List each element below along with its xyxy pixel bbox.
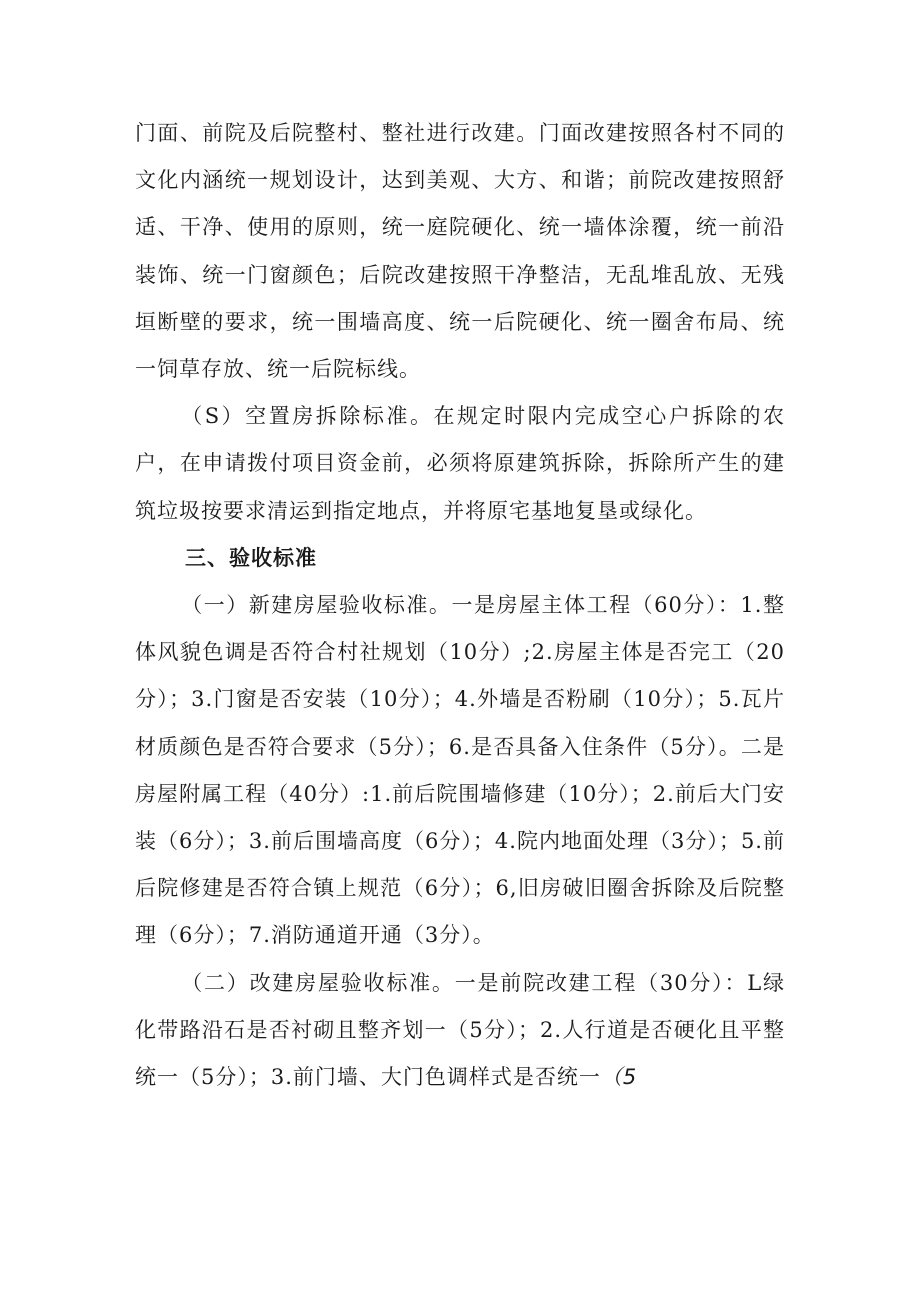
paragraph-renovated-house-text: （二）改建房屋验收标准。一是前院改建工程（30分）：L绿化带路沿石是否衬砌且整齐划一（5分）；2.人行道是否硬化且平整统一（5分）；3.前门墙、大门色调样式是否统一 — [135, 970, 785, 1090]
paragraph-renovated-house-acceptance — [135, 960, 785, 1102]
document-page — [135, 110, 785, 1101]
paragraph-facade-renovation: 门面、前院及后院整村、整社进行改建。门面改建按照各村不同的文化内涵统一规划设计，达到美观、大方、和谐；前院改建按照舒适、干净、使用的原则，统一庭院硬化、统一墙体涂覆，统一前沿装饰、统一门窗颜色；后院改建按照干净整洁，无乱堆乱放、无残垣断壁的要求，统一围墙高度、统一后院硬化、统一圈舍布局、统一饲草存放、统一后院标线。 — [135, 121, 785, 382]
section-heading-acceptance-standards: 三、验收标准 — [185, 545, 317, 570]
paragraph-vacant-house-demolition: （S）空置房拆除标准。在规定时限内完成空心户拆除的农户，在申请拨付项目资金前，必须将原建筑拆除，拆除所产生的建筑垃圾按要求清运到指定地点，并将原宅基地复垦或绿化。 — [135, 404, 785, 523]
paragraph-renovated-house-tail: （5 — [600, 1065, 638, 1090]
paragraph-new-house-acceptance: （一）新建房屋验收标准。一是房屋主体工程（60分）：1.整体风貌色调是否符合村社规划（10分）;2.房屋主体是否完工（20分）；3.门窗是否安装（10分）；4.外墙是否粉刷（10分）；5.瓦片材质颜色是否符合要求（5分）；6.是否具备入住条件（5分）。二是房屋附属工程（40分）:1.前后院围墙修建（10分）；2.前后大门安装（6分）；3.前后围墙高度（6分）；4.院内地面处理（3分）；5.前后院修建是否符合镇上规范（6分）；6,旧房破旧圈舍拆除及后院整理（6分）；7.消防通道开通（3分）。 — [135, 593, 785, 948]
